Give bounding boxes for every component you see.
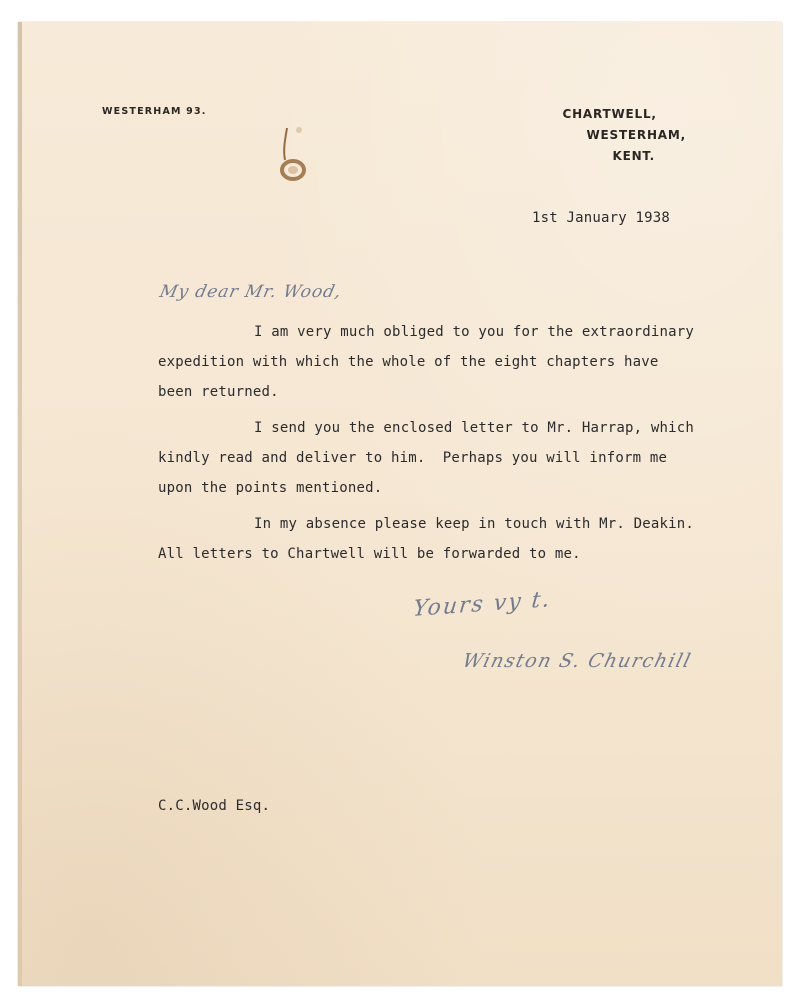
- address-line-1: CHARTWELL,: [562, 107, 657, 121]
- signature: Winston S. Churchill: [460, 650, 694, 672]
- letter-date: 1st January 1938: [532, 210, 671, 226]
- paragraph-2-line-1: I send you the enclosed letter to Mr. Harrap, which: [254, 420, 695, 436]
- letter-sheet: [18, 22, 782, 986]
- address-line-3: KENT.: [612, 149, 655, 163]
- paragraph-1-line-1: I am very much obliged to you for the extraordinary: [254, 324, 695, 340]
- letterhead-phone: WESTERHAM 93.: [102, 106, 207, 117]
- paragraph-2-line-3: upon the points mentioned.: [158, 480, 383, 496]
- letterhead-address: [562, 104, 686, 167]
- paragraph-2-line-2: kindly read and deliver to him. Perhaps you will inform me: [158, 450, 668, 466]
- recipient: C.C.Wood Esq.: [158, 798, 271, 814]
- paragraph-1-line-2: expedition with which the whole of the eight chapters have: [158, 354, 659, 370]
- ink-stain: [273, 120, 313, 190]
- paragraph-3-line-2: All letters to Chartwell will be forwarded to me.: [158, 546, 581, 562]
- paragraph-1-line-3: been returned.: [158, 384, 279, 400]
- closing: Yours vy t.: [411, 587, 553, 622]
- paragraph-3-line-1: In my absence please keep in touch with Mr. Deakin.: [254, 516, 695, 532]
- address-line-2: WESTERHAM,: [586, 128, 686, 142]
- salutation: My dear Mr. Wood,: [157, 282, 344, 302]
- paper-edge: [18, 22, 22, 986]
